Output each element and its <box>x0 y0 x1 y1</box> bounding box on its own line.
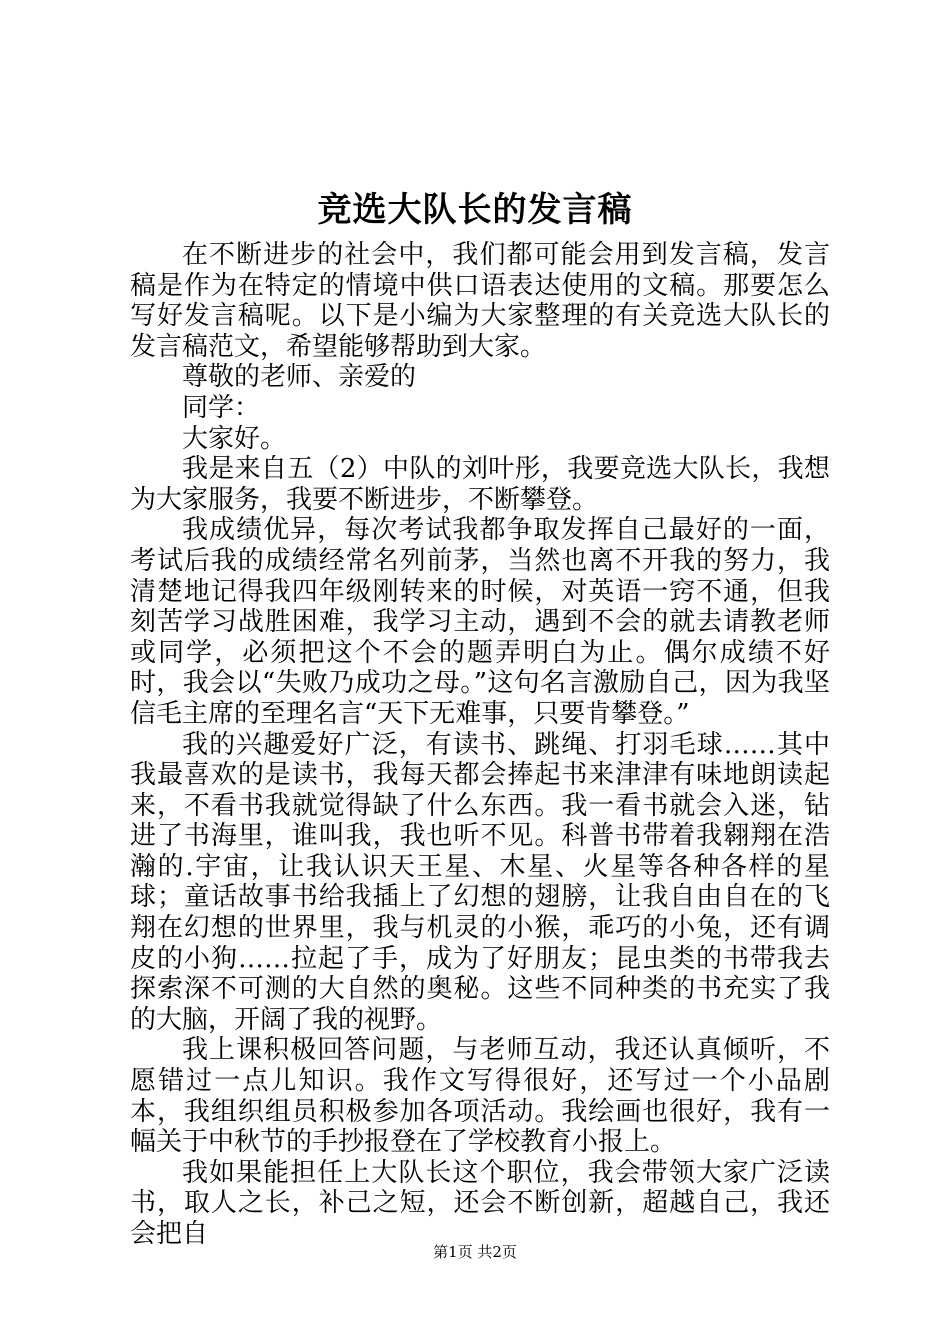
paragraph-promise: 我如果能担任上大队长这个职位，我会带领大家广泛读书，取人之长，补己之短，还会不断创新，超越自己，我还会把自 <box>130 1157 830 1249</box>
paragraph-classroom: 我上课积极回答问题，与老师互动，我还认真倾听，不愿错过一点儿知识。我作文写得很好，还写过一个小品剧本，我组织组员积极参加各项活动。我绘画也很好，我有一幅关于中秋节的手抄报登在了学校教育小报上。 <box>130 1035 830 1158</box>
paragraph-intro: 在不断进步的社会中，我们都可能会用到发言稿，发言稿是作为在特定的情境中供口语表达使用的文稿。那要怎么写好发言稿呢。以下是小编为大家整理的有关竞选大队长的发言稿范文，希望能够帮助到大家。 <box>130 240 830 362</box>
document-title: 竞选大队长的发言稿 <box>317 190 633 230</box>
document-body <box>130 240 830 1250</box>
paragraph-salutation: 尊敬的老师、亲爱的 <box>182 362 417 393</box>
paragraph-self-intro: 我是来自五（2）中队的刘叶彤，我要竞选大队长，我想为大家服务，我要不断进步，不断攀登。 <box>130 454 830 515</box>
page-number-footer: 第1页 共2页 <box>433 1243 517 1261</box>
paragraph-grades: 我成绩优异，每次考试我都争取发挥自己最好的一面，考试后我的成绩经常名列前茅，当然也离不开我的努力，我清楚地记得我四年级刚转来的时候，对英语一窍不通，但我刻苦学习战胜困难，我学习主动，遇到不会的就去请教老师或同学，必须把这个不会的题弄明白为止。偶尔成绩不好时，我会以“失败乃成功之母。”这句名言激励自己，因为我坚信毛主席的至理名言“天下无难事，只要肯攀登。” <box>130 515 830 729</box>
paragraph-greeting: 大家好。 <box>182 423 287 454</box>
paragraph-salutation-cont: 同学： <box>182 392 261 423</box>
paragraph-hobbies: 我的兴趣爱好广泛，有读书、跳绳、打羽毛球……其中我最喜欢的是读书，我每天都会捧起书来津津有味地朗读起来，不看书我就觉得缺了什么东西。我一看书就会入迷，钻进了书海里，谁叫我，我也听不见。科普书带着我翱翔在浩瀚的.宇宙，让我认识天王星、木星、火星等各种各样的星球；童话故事书给我插上了幻想的翅膀，让我自由自在的飞翔在幻想的世界里，我与机灵的小猴，乖巧的小兔，还有调皮的小狗……拉起了手，成为了好朋友；昆虫类的书带我去探索深不可测的大自然的奥秘。这些不同种类的书充实了我的大脑，开阔了我的视野。 <box>130 729 830 1035</box>
